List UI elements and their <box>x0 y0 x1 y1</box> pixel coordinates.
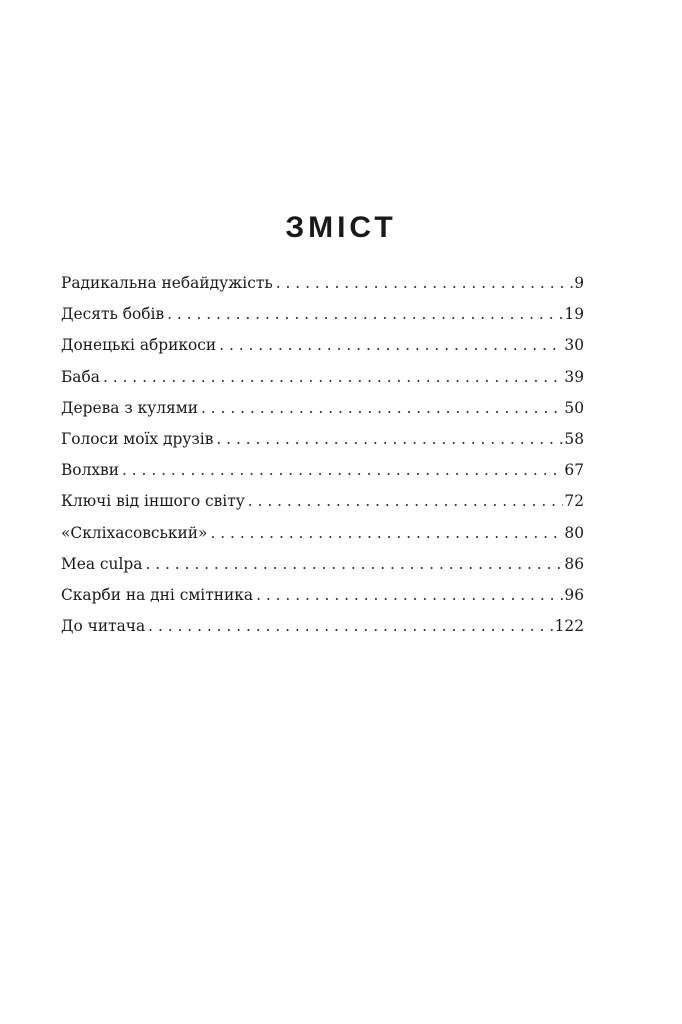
toc-page-number: 86 <box>564 554 584 573</box>
toc-dot-leader <box>122 455 563 486</box>
toc-entry-title: Радикальна небайдужість <box>61 274 273 292</box>
toc-entry <box>61 580 584 611</box>
toc-page-number: 58 <box>564 429 584 448</box>
toc-entry <box>61 518 584 549</box>
toc-entry-title: Голоси моїх друзів <box>61 429 214 448</box>
toc-entry-title: До читача <box>61 617 146 636</box>
toc-dot-leader <box>145 549 563 580</box>
toc-entry <box>61 424 584 455</box>
toc-dot-leader <box>167 299 563 330</box>
toc-entry <box>61 549 584 580</box>
toc-page-number: 122 <box>554 617 584 636</box>
toc-entry-title: Скарби на дні смітника <box>61 585 254 604</box>
toc-entry <box>61 393 584 424</box>
toc-page-number: 19 <box>564 305 584 324</box>
toc-dot-leader <box>201 393 563 424</box>
toc-entry-title: Десять бобів <box>61 305 165 324</box>
toc-entry <box>61 299 584 330</box>
toc-page-number: 30 <box>564 336 584 355</box>
toc-entry <box>61 455 584 486</box>
toc-entry-title: Дерева з кулями <box>61 398 198 417</box>
toc-entry <box>61 268 584 299</box>
toc-dot-leader <box>219 330 563 361</box>
toc-page-number: 50 <box>564 398 584 417</box>
page-title: ЗМІСТ <box>285 211 397 244</box>
toc-entry <box>61 362 584 393</box>
toc-entry-title: Ключі від іншого світу <box>61 492 245 511</box>
toc-page-number: 67 <box>564 461 584 480</box>
toc-dot-leader <box>210 518 563 549</box>
table-of-contents <box>61 268 584 642</box>
toc-dot-leader <box>248 486 564 517</box>
toc-dot-leader <box>276 268 573 299</box>
toc-entry <box>61 611 584 642</box>
toc-page-number: 96 <box>564 585 584 604</box>
toc-entry-title: Mea culpa <box>61 554 143 573</box>
toc-entry-title: Баба <box>61 367 100 386</box>
toc-entry-title: Донецькі абрикоси <box>61 336 217 355</box>
toc-entry-title: Волхви <box>61 461 119 480</box>
toc-entry <box>61 330 584 361</box>
toc-dot-leader <box>216 424 563 455</box>
toc-dot-leader <box>256 580 563 611</box>
toc-dot-leader <box>103 362 563 393</box>
toc-page-number: 80 <box>564 523 584 542</box>
toc-dot-leader <box>148 611 553 642</box>
toc-page-number: 72 <box>564 492 584 511</box>
toc-entry-title: «Скліхасовський» <box>61 523 208 542</box>
toc-page-number: 9 <box>574 274 584 292</box>
toc-entry <box>61 486 584 517</box>
toc-page-number: 39 <box>564 367 584 386</box>
